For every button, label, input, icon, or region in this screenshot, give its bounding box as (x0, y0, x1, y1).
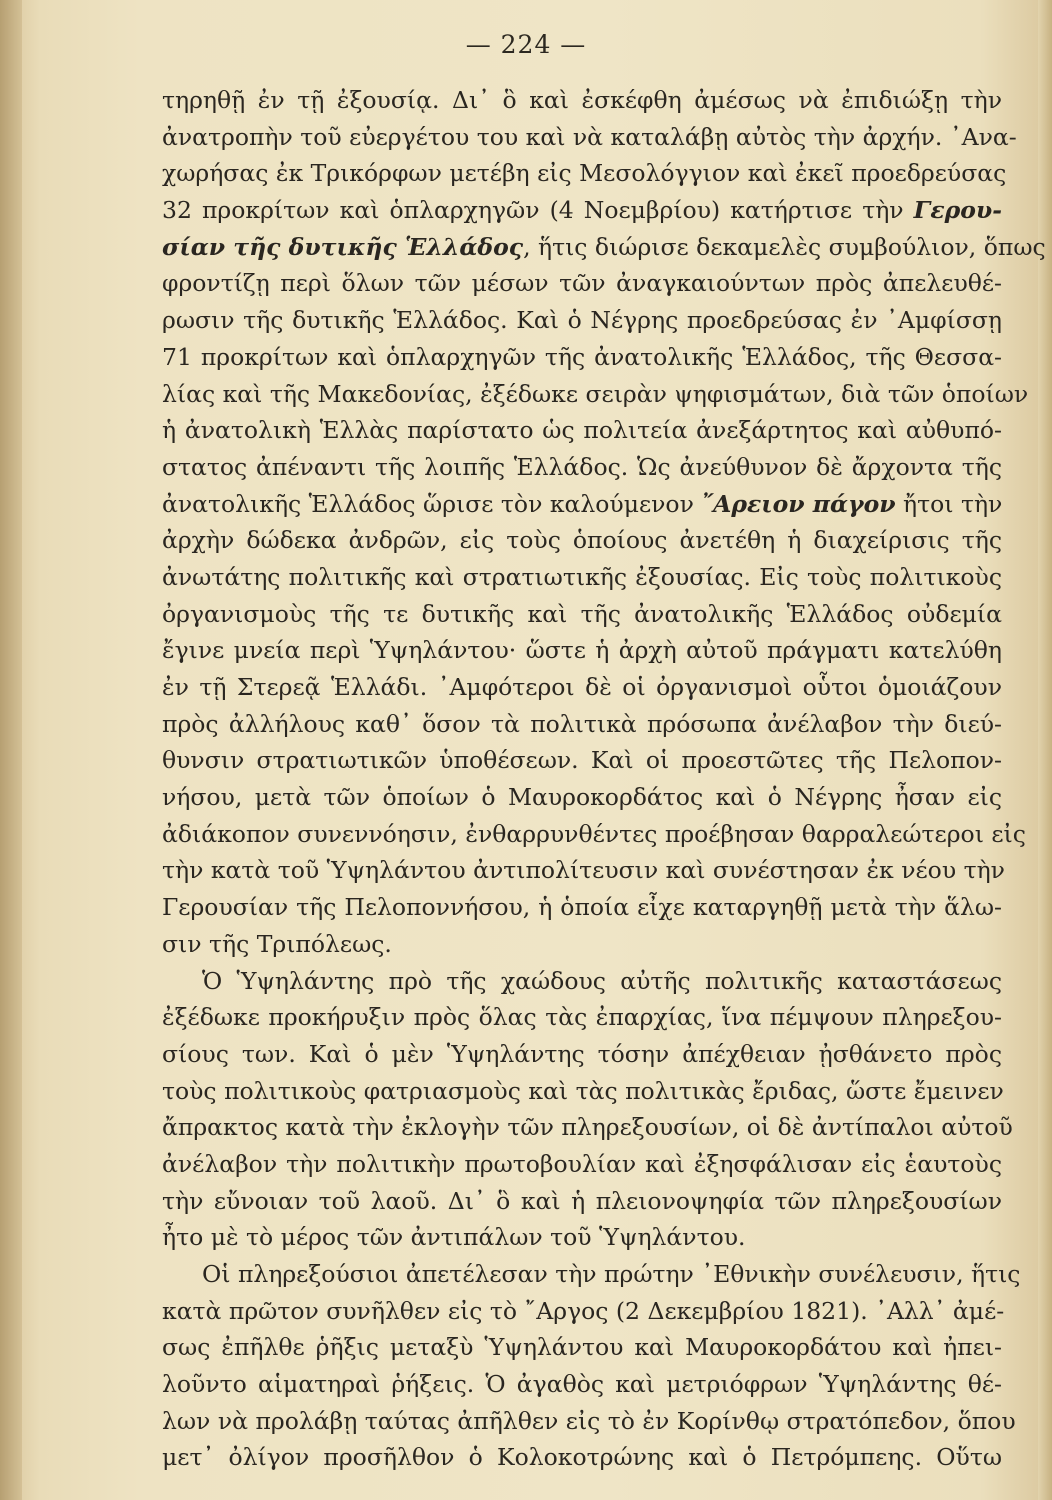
emphasized-text: Γερου- (913, 196, 1002, 225)
text-segment: λίας καὶ τῆς Μακεδονίας, ἐξέδωκε σειρὰν ψηφισμάτων, διὰ τῶν ὁποίων (162, 379, 1029, 408)
text-line (162, 1366, 1002, 1403)
text-line (162, 999, 1002, 1036)
text-segment: ἀδιάκοπον συνεννόησιν, ἐνθαρρυνθέντες προέβησαν θαρραλεώτεροι εἰς (162, 819, 1026, 848)
text-line (162, 779, 1002, 816)
text-segment: θυνσιν στρατιωτικῶν ὑποθέσεων. Καὶ οἱ προεστῶτες τῆς Πελοπον- (162, 746, 1002, 775)
text-segment: λων νὰ προλάβῃ ταύτας ἀπῆλθεν εἰς τὸ ἐν Κορίνθῳ στρατόπεδον, ὅπου (162, 1406, 1016, 1435)
text-segment: τοὺς πολιτικοὺς φατριασμοὺς καὶ τὰς πολιτικὰς ἔριδας, ὥστε ἔμεινεν (162, 1076, 1004, 1105)
text-segment: 71 προκρίτων καὶ ὁπλαρχηγῶν τῆς ἀνατολικῆς Ἑλλάδος, τῆς Θεσσα- (162, 342, 1002, 371)
text-segment: ὀργανισμοὺς τῆς τε δυτικῆς καὶ τῆς ἀνατολικῆς Ἑλλάδος οὐδεμία (162, 599, 1002, 628)
text-line (162, 1293, 1005, 1330)
text-line (162, 706, 1002, 743)
text-segment: ἀρχὴν δώδεκα ἀνδρῶν, εἰς τοὺς ὁποίους ἀνετέθη ἡ διαχείρισις τῆς (162, 526, 1002, 555)
text-segment: 32 προκρίτων καὶ ὁπλαρχηγῶν (4 Νοεμβρίου) κατήρτισε τὴν (162, 196, 914, 225)
text-segment: ρωσιν τῆς δυτικῆς Ἑλλάδος. Καὶ ὁ Νέγρης προεδρεύσας ἐν ᾿Αμφίσσῃ (162, 306, 1002, 335)
text-segment: , ἥτις διώρισε δεκαμελὲς συμβούλιον, ὅπως (523, 232, 1046, 261)
text-line (162, 596, 1002, 633)
text-line (162, 1403, 1016, 1440)
text-segment: μετ᾿ ὀλίγον προσῆλθον ὁ Κολοκοτρώνης καὶ ὁ Πετρόμπεης. Οὕτω (162, 1443, 1002, 1472)
text-segment: σως ἐπῆλθε ῥῆξις μεταξὺ Ὑψηλάντου καὶ Μαυροκορδάτου καὶ ἠπει- (162, 1333, 1002, 1362)
text-line (162, 302, 1002, 339)
text-line (162, 1439, 1002, 1476)
page-right-edge (1038, 0, 1052, 1500)
text-segment: ἀνωτάτης πολιτικῆς καὶ στρατιωτικῆς ἐξουσίας. Εἰς τοὺς πολιτικοὺς (162, 562, 1002, 591)
text-segment: ἀνέλαβον τὴν πολιτικὴν πρωτοβουλίαν καὶ ἐξησφάλισαν εἰς ἑαυτοὺς (162, 1149, 1002, 1178)
text-line (162, 852, 1005, 889)
text-line (162, 522, 1002, 559)
text-segment: χωρήσας ἐκ Τρικόρφων μετέβη εἰς Μεσολόγγιον καὶ ἐκεῖ προεδρεύσας (162, 159, 1007, 188)
page-number: — 224 — (465, 30, 587, 59)
text-segment: ἦτο μὲ τὸ μέρος τῶν ἀντιπάλων τοῦ Ὑψηλάντου. (162, 1223, 746, 1252)
text-segment: ἀνατροπὴν τοῦ εὐεργέτου του καὶ νὰ καταλάβῃ αὐτὸς τὴν ἀρχήν. ᾿Ανα- (162, 122, 1017, 151)
text-line (162, 192, 1002, 229)
text-segment: ἐν τῇ Στερεᾷ Ἑλλάδι. ᾿Αμφότεροι δὲ οἱ ὀργανισμοὶ οὗτοι ὁμοιάζουν (162, 673, 1002, 701)
text-segment: ἡ ἀνατολικὴ Ἑλλὰς παρίστατο ὡς πολιτεία ἀνεξάρτητος καὶ αὐθυπό- (162, 416, 1002, 445)
text-segment: νήσου, μετὰ τῶν ὁποίων ὁ Μαυροκορδάτος καὶ ὁ Νέγρης ἦσαν εἰς (162, 783, 1002, 812)
text-line (162, 669, 1002, 706)
text-line (162, 1109, 1013, 1146)
text-segment: Ὁ Ὑψηλάντης πρὸ τῆς χαώδους αὐτῆς πολιτικῆς καταστάσεως (202, 966, 1002, 995)
text-segment: πρὸς ἀλλήλους καθ᾿ ὅσον τὰ πολιτικὰ πρόσωπα ἀνέλαβον τὴν διεύ- (162, 709, 1002, 738)
text-line (162, 1329, 1002, 1366)
text-segment: τὴν εὔνοιαν τοῦ λαοῦ. Δι᾿ ὃ καὶ ἡ πλειονοψηφία τῶν πληρεξουσίων (162, 1186, 1002, 1215)
emphasized-text: ῎Αρειον πάγον (701, 489, 896, 518)
text-segment: στατος ἀπέναντι τῆς λοιπῆς Ἑλλάδος. Ὡς ἀνεύθυνον δὲ ἄρχοντα τῆς (162, 452, 1002, 481)
page-left-edge (0, 0, 22, 1500)
text-segment: ἄπρακτος κατὰ τὴν ἐκλογὴν τῶν πληρεξουσίων, οἱ δὲ ἀντίπαλοι αὐτοῦ (162, 1113, 1013, 1142)
text-segment: φροντίζῃ περὶ ὅλων τῶν μέσων τῶν ἀναγκαιούντων πρὸς ἀπελευθέ- (162, 269, 1002, 298)
text-line (162, 412, 1002, 449)
text-line (162, 376, 1029, 413)
text-line (162, 816, 1026, 853)
text-line (162, 486, 1002, 523)
text-line (162, 926, 1002, 963)
text-segment: ἀνατολικῆς Ἑλλάδος ὥρισε τὸν καλούμενον (162, 489, 702, 518)
text-segment: κατὰ πρῶτον συνῆλθεν εἰς τὸ ῎Αργος (2 Δεκεμβρίου 1821). ᾿Αλλ᾿ ἀμέ- (162, 1296, 1005, 1325)
emphasized-text: σίαν τῆς δυτικῆς Ἑλλάδος (162, 232, 524, 261)
text-line (162, 1256, 1021, 1293)
text-line (162, 559, 1002, 596)
text-line (162, 229, 1046, 266)
text-line (162, 1073, 1002, 1110)
text-line (162, 889, 1002, 926)
text-segment: τὴν κατὰ τοῦ Ὑψηλάντου ἀντιπολίτευσιν καὶ συνέστησαν ἐκ νέου τὴν (162, 856, 1005, 885)
text-line (162, 1219, 1002, 1256)
text-segment: σίους των. Καὶ ὁ μὲν Ὑψηλάντης τόσην ἀπέχθειαν ᾐσθάνετο πρὸς (162, 1039, 1002, 1068)
text-segment: Οἱ πληρεξούσιοι ἀπετέλεσαν τὴν πρώτην ᾿Εθνικὴν συνέλευσιν, ἥτις (202, 1260, 1021, 1288)
text-line (162, 963, 1002, 1000)
text-segment: Γερουσίαν τῆς Πελοποννήσου, ἡ ὁποία εἶχε καταργηθῇ μετὰ τὴν ἅλω- (162, 893, 1002, 922)
text-segment: λοῦντο αἱματηραὶ ῥήξεις. Ὁ ἀγαθὸς καὶ μετριόφρων Ὑψηλάντης θέ- (162, 1370, 1002, 1399)
text-line (162, 339, 1002, 376)
text-line (162, 119, 1017, 156)
text-segment: τηρηθῇ ἐν τῇ ἐξουσίᾳ. Δι᾿ ὃ καὶ ἐσκέφθη ἀμέσως νὰ ἐπιδιώξῃ τὴν (162, 86, 1002, 114)
text-line (162, 632, 1002, 669)
text-line (162, 1146, 1002, 1183)
text-line (162, 742, 1002, 779)
text-line (162, 155, 1007, 192)
text-segment: ἤτοι τὴν (895, 489, 1003, 518)
text-line (162, 1036, 1002, 1073)
text-line (162, 449, 1002, 486)
text-line (162, 265, 1002, 302)
body-text (162, 82, 1046, 1476)
text-segment: ἔγινε μνεία περὶ Ὑψηλάντου· ὥστε ἡ ἀρχὴ αὐτοῦ πράγματι κατελύθη (162, 636, 1002, 665)
text-line (162, 82, 1002, 119)
text-segment: σιν τῆς Τριπόλεως. (162, 929, 392, 958)
text-line (162, 1183, 1002, 1220)
text-segment: ἐξέδωκε προκήρυξιν πρὸς ὅλας τὰς ἐπαρχίας, ἵνα πέμψουν πληρεξου- (162, 1003, 1002, 1032)
